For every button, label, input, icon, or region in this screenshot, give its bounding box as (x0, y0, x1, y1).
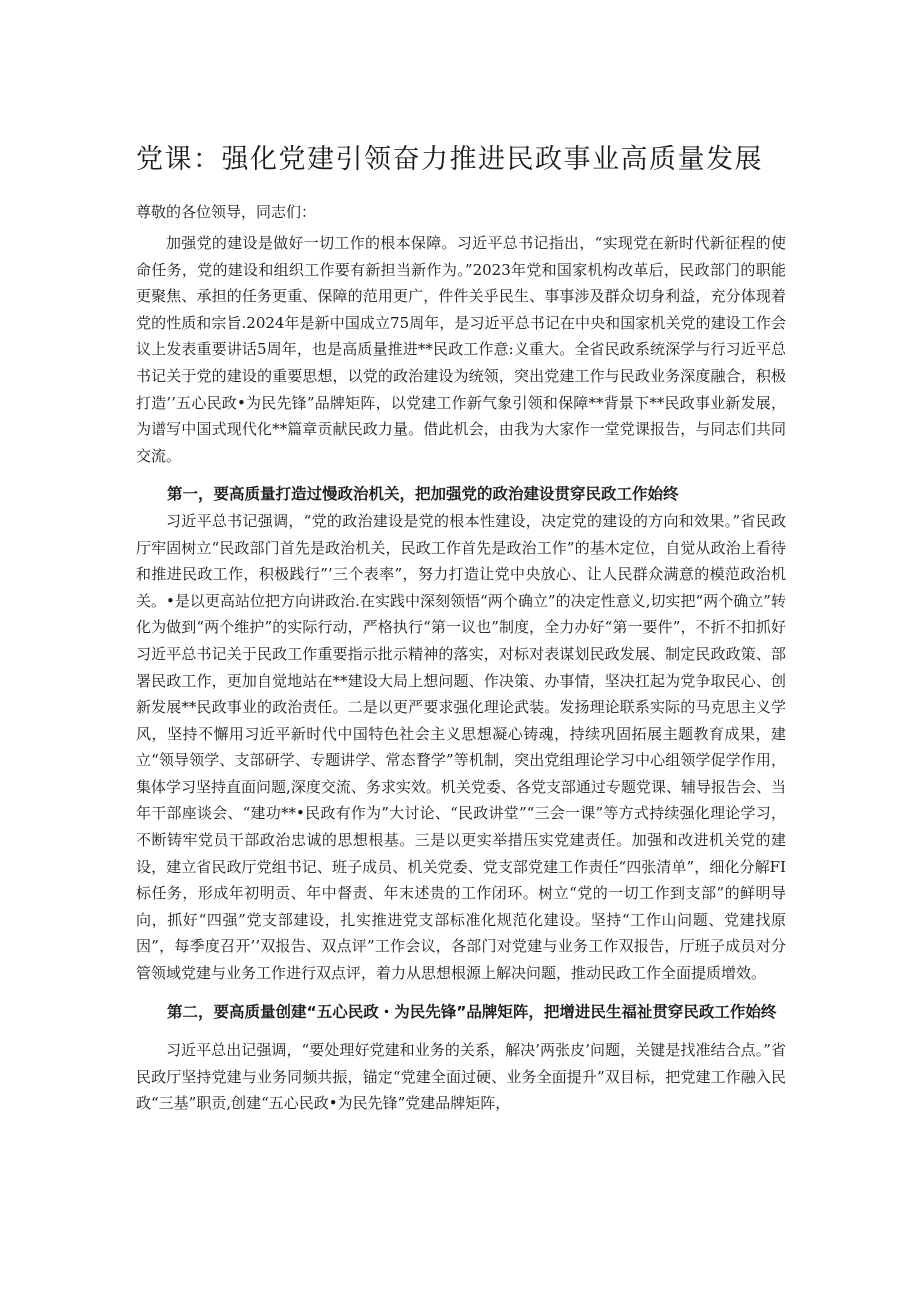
section-1-paragraph: 习近平总书记强调，“党的政治建设是党的根本性建设，决定党的建设的方向和效果。”省民政厅牢固树立“民政部门首先是政治机关，民政工作首先是政治工作”的基木定位，自觉从政治上看待和推进民政工作，积极践行”’三个表率”，努力打造让党中央放心、让人民群众满意的模范政治机关。•是以更高站位把方向讲政治.在实践中深刻领悟“两个确立”的决定性意义,切实把“两个确立”转化为做到“两个维护”的实际行动，严格执行“第一议也”制度，全力办好“第一要件”，不折不扣抓好习近平总书记关于民政工作重要指示批示精神的落实，对标对表谋划民政发展、制定民政政策、部署民政工作，更加自觉地站在**建设大局上想问题、作决策、办事情，坚决扛起为党争取民心、创新发展**民政事业的政治责任。二是以更严要求强化理论武装。发扬理论联系实际的马克思主义学风，坚持不懈用习近平新时代中国特色社会主义思想凝心铸魂，持续巩固拓展主题教育成果，建立“领导领学、支部研学、专题讲学、常态瞀学”等机制，突出党组理论学习中心组领学促学作用，集体学习坚持直面问题,深度交流、务求实效。机关党委、各党支部通过专题党课、辅导报告会、当年干部座谈会、“建功**•民政有作为”大讨论、“民政讲堂”“三会一课”等方式持续强化理论学习，不断铸牢党员干部政治忠诚的思想根基。三是以更实举措压实党建责任。加强和改进机关党的建设，建立省民政厅党组书记、班子成员、机关党委、党支部党建工作责任“四张清单”，细化分解FI标任务，形成年初明贡、年中督责、年末述贵的工作闭环。树立“党的一切工作到支部”的鲜明导向，抓好“四强”党支部建设，扎实推进党支部标准化规范化建设。坚持“工作山问题、党建找原因”，每季度召开’’双报告、双点评”工作会议，各部门对党建与业务工作双报告，厅班子成员对分管领域党建与业务工作进行双点评，着力从思想根源上解决问题，推动民政工作全面提质增效。 (136, 511, 786, 983)
document-page (136, 140, 786, 1117)
salutation: 尊敬的各位领导，同志们： (136, 203, 317, 221)
section-1-heading: 第一，要高质量打造过慢政治机关，把加强党的政治建设贯穿民政工作始终 (167, 485, 679, 504)
section-2-heading: 第二，要高质量创建“五心民政・为民先锋”品牌矩阵，把增进民生福祉贯穿民政工作始终 (167, 1002, 777, 1021)
intro-paragraph: 加强党的建设是做好一切工作的根本保障。习近平总书记指出，“实现党在新时代新征程的使命任务，党的建设和组织工作要有新担当新作为。”2023年党和国家机构改革后，民政部门的职能更聚焦、承担的任务更重、保障的范用更广，件件关乎民生、事事涉及群众切身利益，充分体现着党的性质和宗旨.2024年是新中国成立75周年，是习近平总书记在中央和国家机关党的建设工作会议上发表重要讲话5周年，也是高质量推进**民政工作意:义重大。全省民政系统深学与行习近平总书记关于党的建设的重要思想，以党的政治建设为统领，突出党建工作与民政业务深度融合，积极打造’’五心民政•为民先锋”品牌矩阵，以党建工作新气象引领和保障**背景下**民政事业新发展，为谱写中国式现代化**篇章贡献民政力量。借此机会，由我为大家作一堂党课报告，与同志们共同交流。 (136, 234, 786, 465)
document-title: 党课：强化党建引领奋力推进民政事业高质量发展 (136, 144, 763, 175)
section-2-paragraph: 习近平总出记强调，“要处理好党建和业务的关系，解决’两张皮’问题，关键是找准结合点。”省民政厅坚持党建与业务同频共振，锚定“党建全面过硬、业务全面提升”双目标，把党建工作融入民政“三基”职贡,创建“五心民政•为民先锋”党建品牌矩阵， (136, 1041, 786, 1113)
